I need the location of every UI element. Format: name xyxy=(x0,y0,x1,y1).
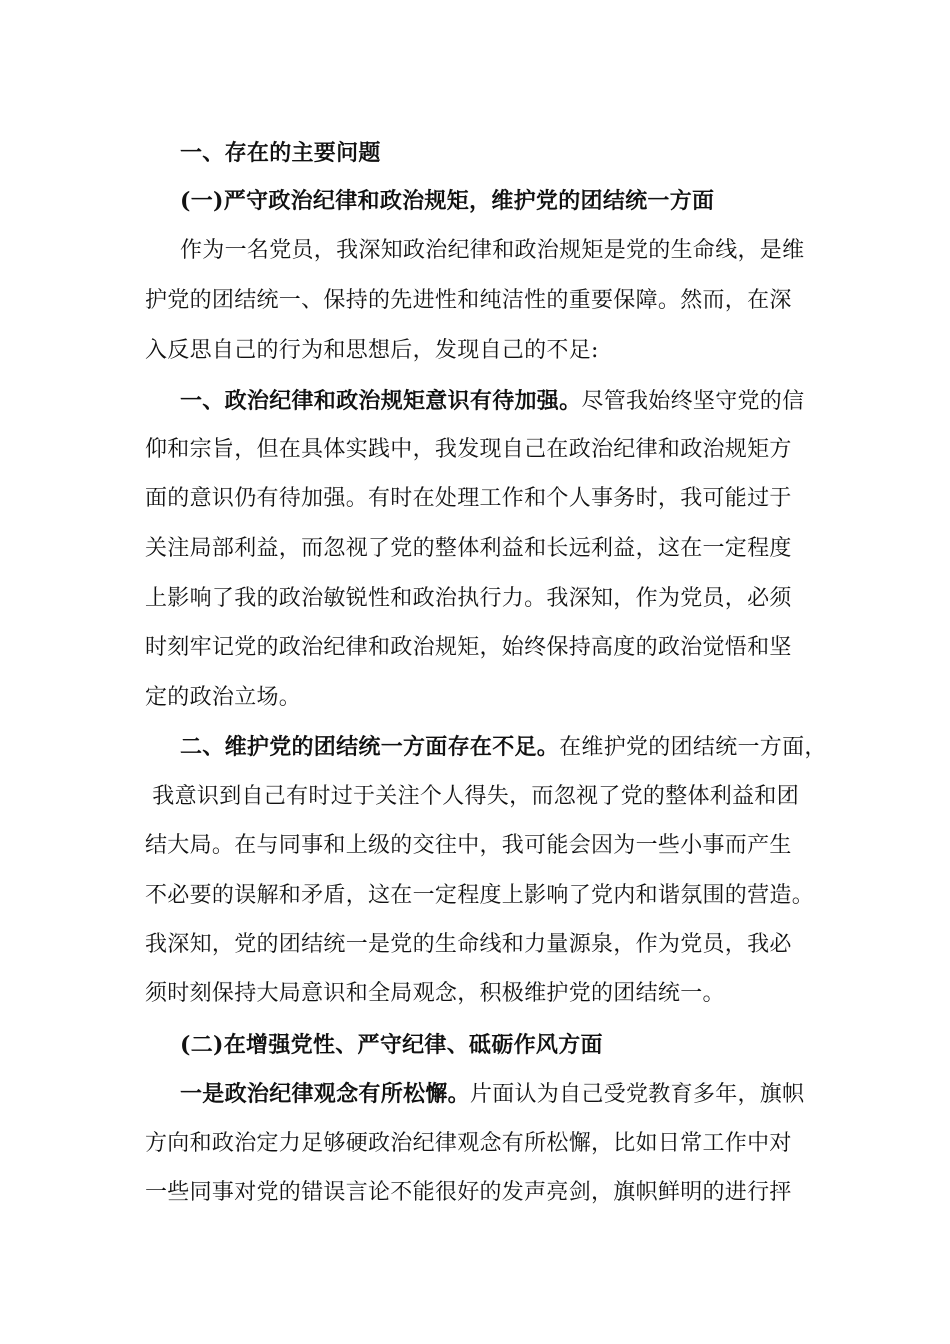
paragraph-4-lead: 一是政治纪律观念有所松懈。 xyxy=(180,1081,470,1107)
paragraph-3-first-rest: 在维护党的团结统一方面， xyxy=(559,735,827,760)
section-1-title: (一)严守政治纪律和政治规矩，维护党的团结统一方面 xyxy=(180,188,715,214)
paragraph-1-line: 入反思自己的行为和思想后，发现自己的不足: xyxy=(145,338,599,363)
paragraph-1-line: 作为一名党员，我深知政治纪律和政治规矩是党的生命线，是维 xyxy=(180,238,805,263)
paragraph-3-line: 我意识到自己有时过于关注个人得失，而忽视了党的整体利益和团 xyxy=(145,784,799,809)
paragraph-2-line: 关注局部利益，而忽视了党的整体利益和长远利益，这在一定程度 xyxy=(145,536,792,561)
paragraph-4-first-rest: 片面认为自己受党教育多年，旗帜 xyxy=(469,1082,805,1107)
heading-main-problems: 一、存在的主要问题 xyxy=(180,140,381,166)
paragraph-3-line: 不必要的误解和矛盾，这在一定程度上影响了党内和谐氛围的营造。 xyxy=(145,883,815,908)
paragraph-2-line: 仰和宗旨，但在具体实践中，我发现自己在政治纪律和政治规矩方 xyxy=(145,437,792,462)
paragraph-2-line: 定的政治立场。 xyxy=(145,685,302,710)
paragraph-2-first-rest: 尽管我始终坚守党的信 xyxy=(581,389,805,414)
paragraph-2-line: 面的意识仍有待加强。有时在处理工作和个人事务时，我可能过于 xyxy=(145,486,792,511)
paragraph-2-line: 上影响了我的政治敏锐性和政治执行力。我深知，作为党员，必须 xyxy=(145,586,792,611)
paragraph-3-line: 我深知，党的团结统一是党的生命线和力量源泉，作为党员，我必 xyxy=(145,932,792,957)
paragraph-2-first-line xyxy=(180,376,860,426)
paragraph-3-line: 须时刻保持大局意识和全局观念，积极维护党的团结统一。 xyxy=(145,981,725,1006)
paragraph-4-first-line xyxy=(180,1069,860,1119)
paragraph-4-line: 方向和政治定力足够硬政治纪律观念有所松懈，比如日常工作中对 xyxy=(145,1131,792,1156)
paragraph-4-line: 一些同事对党的错误言论不能很好的发声亮剑，旗帜鲜明的进行抨 xyxy=(145,1180,792,1205)
paragraph-2-lead: 一、政治纪律和政治规矩意识有待加强。 xyxy=(180,388,582,414)
section-2-title: (二)在增强党性、严守纪律、砥砺作风方面 xyxy=(180,1032,603,1058)
paragraph-2-line: 时刻牢记党的政治纪律和政治规矩，始终保持高度的政治觉悟和坚 xyxy=(145,635,792,660)
paragraph-3-lead: 二、维护党的团结统一方面存在不足。 xyxy=(180,734,560,760)
paragraph-1-line: 护党的团结统一、保持的先进性和纯洁性的重要保障。然而，在深 xyxy=(145,288,792,313)
paragraph-3-first-line xyxy=(180,722,860,772)
paragraph-3-line: 结大局。在与同事和上级的交往中，我可能会因为一些小事而产生 xyxy=(145,833,792,858)
